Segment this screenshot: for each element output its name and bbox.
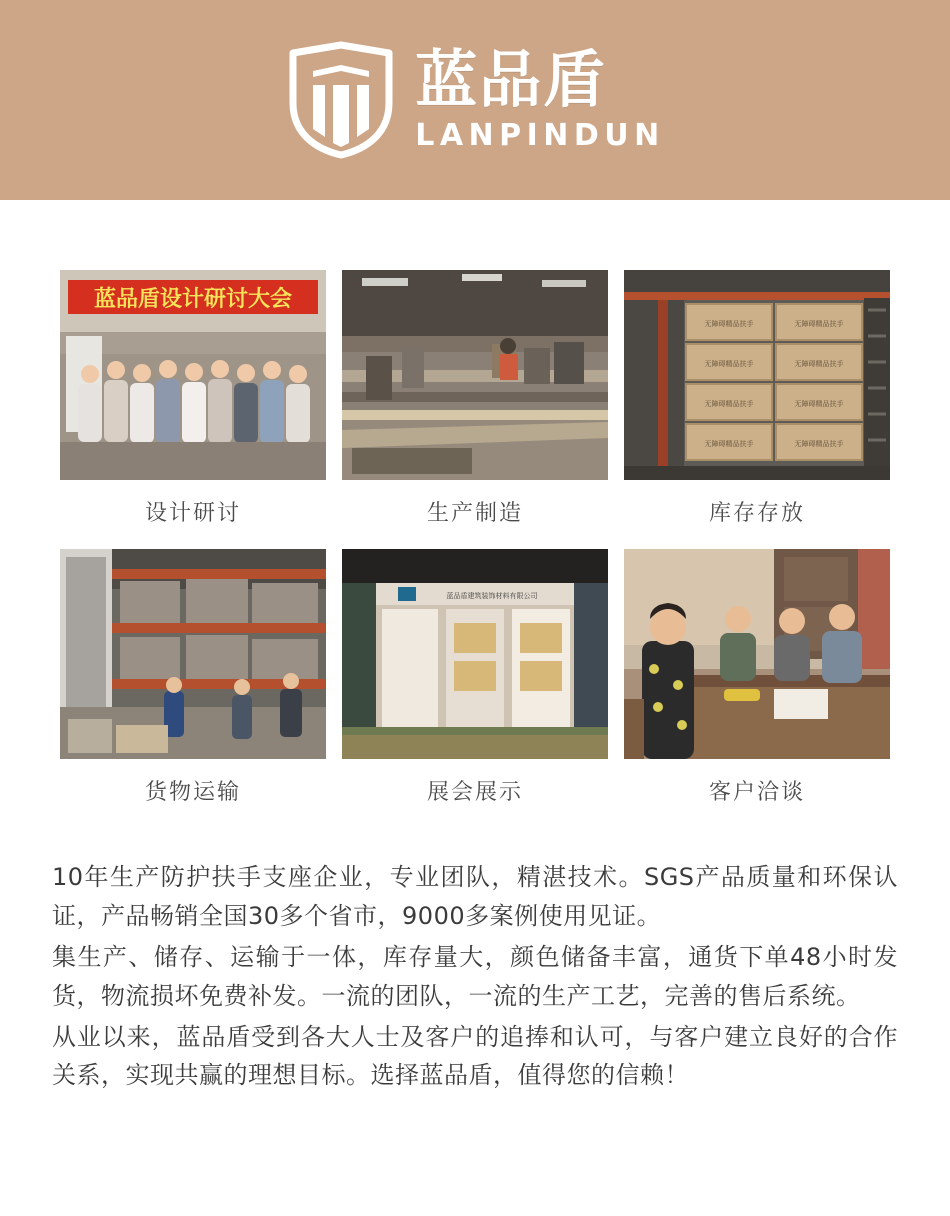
svg-text:无障碍精品扶手: 无障碍精品扶手 bbox=[794, 440, 844, 448]
description-paragraph-1: 10年生产防护扶手支座企业，专业团队，精湛技术。SGS产品质量和环保认证，产品畅销全国30多个省市，9000多案例使用见证。 bbox=[52, 863, 898, 930]
photo-warehouse-stock bbox=[624, 270, 890, 480]
brand-name-en: LANPINDUN bbox=[415, 118, 665, 153]
svg-text:无障碍精品扶手: 无障碍精品扶手 bbox=[794, 360, 844, 368]
gallery-caption: 生产制造 bbox=[426, 501, 523, 526]
photo-client-negotiation bbox=[624, 549, 890, 759]
gallery-caption: 货物运输 bbox=[144, 780, 241, 805]
svg-text:蓝品盾建筑装饰材料有限公司: 蓝品盾建筑装饰材料有限公司 bbox=[446, 592, 538, 600]
gallery-caption: 客户洽谈 bbox=[708, 780, 805, 805]
svg-text:无障碍精品扶手: 无障碍精品扶手 bbox=[704, 360, 754, 368]
gallery-item bbox=[342, 549, 608, 828]
brand-logo bbox=[285, 41, 665, 159]
footer-spacer bbox=[0, 1097, 950, 1177]
svg-text:无障碍精品扶手: 无障碍精品扶手 bbox=[794, 320, 844, 328]
description-paragraph-2: 集生产、储存、运输于一体，库存量大，颜色储备丰富，通货下单48小时发货，物流损坏免费补发。一流的团队，一流的生产工艺，完善的售后系统。 bbox=[52, 942, 898, 1010]
gallery-item bbox=[60, 270, 326, 549]
gallery-item bbox=[624, 270, 890, 549]
shield-logo-icon bbox=[285, 41, 397, 159]
svg-text:无障碍精品扶手: 无障碍精品扶手 bbox=[704, 400, 754, 408]
gallery-item bbox=[342, 270, 608, 549]
brand-name-cn: 蓝品盾 bbox=[415, 43, 608, 116]
gallery-caption: 库存存放 bbox=[708, 501, 805, 526]
photo-manufacturing bbox=[342, 270, 608, 480]
description-paragraph-3: 从业以来，蓝品盾受到各大人士及客户的追捧和认可，与客户建立良好的合作关系，实现共赢的理想目标。选择蓝品盾，值得您的信赖！ bbox=[52, 1022, 898, 1090]
svg-text:无障碍精品扶手: 无障碍精品扶手 bbox=[794, 400, 844, 408]
photo-design-seminar bbox=[60, 270, 326, 480]
gallery-caption: 展会展示 bbox=[426, 780, 523, 805]
svg-text:无障碍精品扶手: 无障碍精品扶手 bbox=[704, 320, 754, 328]
brand-logo-text bbox=[415, 43, 665, 153]
photo-exhibition-booth bbox=[342, 549, 608, 759]
company-description bbox=[52, 858, 898, 1095]
gallery-caption: 设计研讨 bbox=[144, 501, 241, 526]
brand-banner bbox=[0, 0, 950, 200]
company-gallery bbox=[60, 270, 890, 828]
gallery-item bbox=[624, 549, 890, 828]
svg-text:无障碍精品扶手: 无障碍精品扶手 bbox=[704, 440, 754, 448]
svg-text:蓝品盾设计研讨大会: 蓝品盾设计研讨大会 bbox=[93, 287, 293, 312]
gallery-item bbox=[60, 549, 326, 828]
photo-goods-transport bbox=[60, 549, 326, 759]
